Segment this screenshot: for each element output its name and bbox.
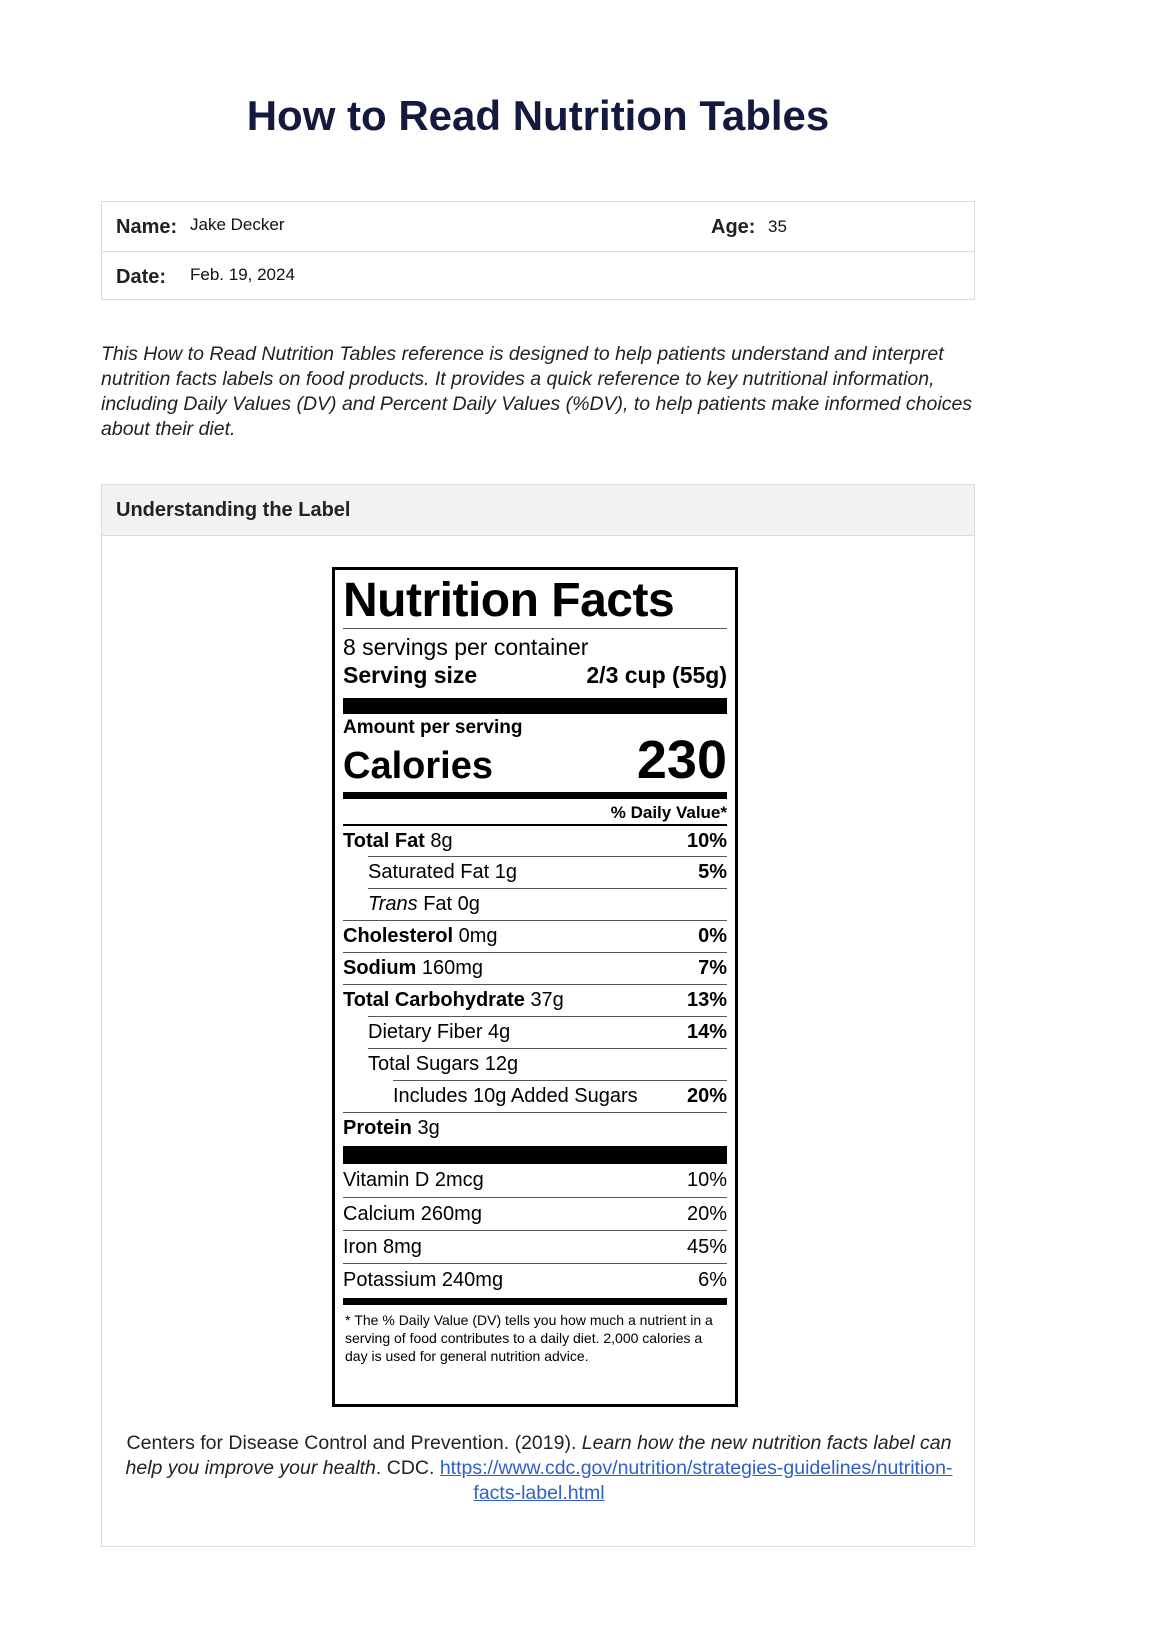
- citation-link[interactable]: https://www.cdc.gov/nutrition/strategies-guidelines/nutrition-facts-label.html: [439, 1457, 953, 1504]
- page-title: How to Read Nutrition Tables: [246, 92, 830, 139]
- daily-value-footnote: * The % Daily Value (DV) tells you how much a nutrient in a serving of food contributes to a daily diet. 2,000 calories a day is used for general nutrition advice.: [345, 1312, 713, 1364]
- nutrient-row-total-carbohydrate: Total Carbohydrate 37g 13%: [343, 984, 727, 1016]
- intro-paragraph: This How to Read Nutrition Tables reference is designed to help patients understand and interpret nutrition facts labels on food products. It provides a quick reference to key nutritional information, including Daily Values (DV) and Percent Daily Values (%DV), to help patients make informed choices about their diet.: [101, 343, 973, 440]
- servings-per-container: 8 servings per container: [343, 634, 589, 660]
- nutrient-row-added-sugars: Includes 10g Added Sugars 20%: [393, 1080, 727, 1112]
- nutrient-percent: 20%: [686, 1085, 727, 1107]
- date-value: Feb. 19, 2024: [190, 265, 295, 284]
- date-label: Date:: [116, 266, 167, 288]
- serving-size-row: [343, 660, 727, 690]
- patient-info-box: [101, 201, 975, 300]
- patient-info-row-date: [102, 251, 974, 301]
- calories-value: 230: [636, 730, 727, 790]
- daily-value-header: % Daily Value*: [610, 803, 727, 822]
- nutrient-row-total-sugars: Total Sugars 12g: [368, 1048, 727, 1080]
- nutrient-percent: 13%: [686, 989, 727, 1011]
- nutrient-row-dietary-fiber: Dietary Fiber 4g 14%: [368, 1016, 727, 1048]
- serving-size-value: 2/3 cup (55g): [586, 662, 727, 688]
- nutrient-row-trans-fat: Trans Fat 0g: [368, 888, 727, 920]
- nutrient-row-cholesterol: Cholesterol 0mg 0%: [343, 920, 727, 952]
- vitamin-row-iron: Iron 8mg 45%: [343, 1230, 727, 1263]
- citation-title: Learn how the new nutrition facts label can help you improve your health: [125, 1432, 952, 1479]
- nutrition-facts-label: [332, 567, 738, 1407]
- section-title: Understanding the Label: [102, 485, 974, 536]
- citation: [122, 1431, 956, 1506]
- citation-middle: . CDC.: [375, 1457, 440, 1479]
- nutrient-percent: 7%: [698, 957, 727, 979]
- age-label: Age:: [711, 216, 756, 238]
- vitamin-row-potassium: Potassium 240mg 6%: [343, 1263, 727, 1296]
- patient-info-row-name: [102, 202, 974, 251]
- calories-label: Calories: [343, 745, 493, 787]
- thick-divider: [343, 698, 727, 714]
- citation-prefix: Centers for Disease Control and Prevention. (2019).: [126, 1432, 582, 1454]
- nutrient-row-protein: Protein 3g: [343, 1112, 727, 1144]
- nutrient-percent: 0%: [698, 925, 727, 947]
- name-value: Jake Decker: [190, 215, 285, 234]
- medium-divider: [343, 792, 727, 799]
- thick-divider: [343, 1146, 727, 1164]
- calories-row: [343, 730, 727, 790]
- nutrient-row-saturated-fat: Saturated Fat 1g 5%: [368, 856, 727, 888]
- understanding-label-section: [101, 484, 975, 1547]
- nutrient-percent: 10%: [686, 829, 727, 852]
- nutrient-percent: 5%: [698, 861, 727, 883]
- nutrient-row-sodium: Sodium 160mg 7%: [343, 952, 727, 984]
- vitamin-row-vitamin-d: Vitamin D 2mcg 10%: [343, 1169, 727, 1191]
- nutrition-facts-title: Nutrition Facts: [343, 574, 675, 627]
- divider: [343, 628, 727, 629]
- serving-size-label: Serving size: [343, 662, 478, 688]
- age-value: 35: [768, 217, 787, 236]
- name-label: Name:: [116, 216, 178, 238]
- nutrient-percent: 14%: [686, 1021, 727, 1043]
- nutrient-row-total-fat: Total Fat 8g 10%: [343, 824, 727, 856]
- medium-divider: [343, 1298, 727, 1305]
- amount-per-serving: Amount per serving: [343, 717, 523, 738]
- vitamin-row-calcium: Calcium 260mg 20%: [343, 1197, 727, 1230]
